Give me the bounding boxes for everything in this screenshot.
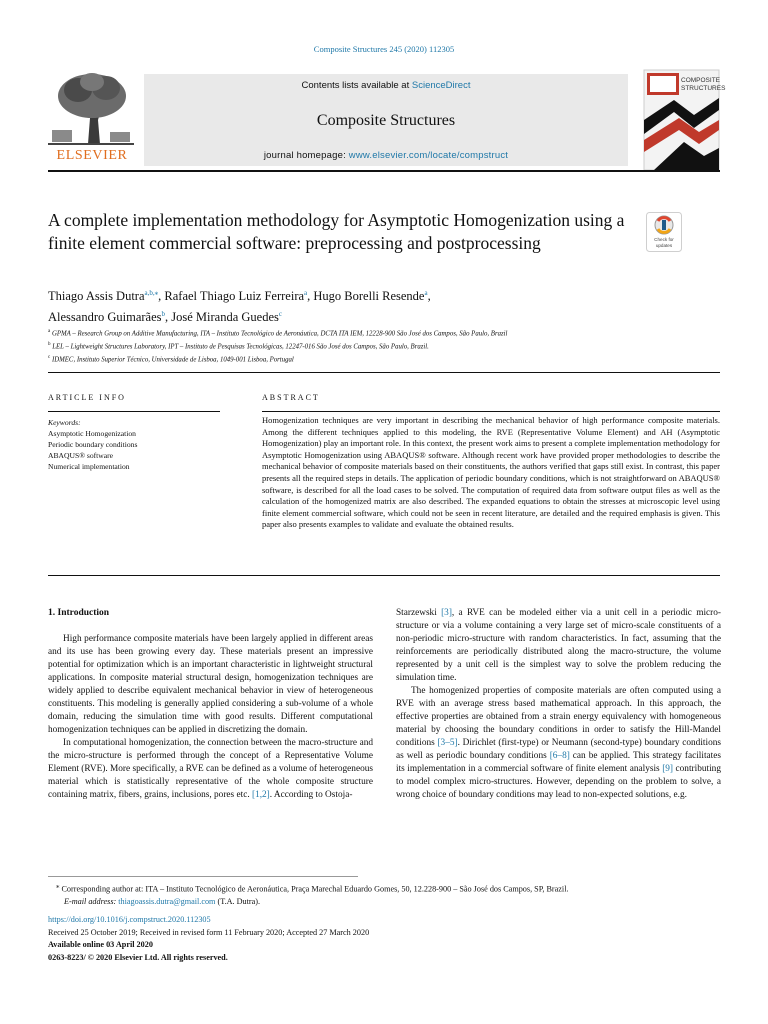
- paragraph-text: The homogenized properties of composite materials are often computed using a RVE with an average stress based mathematical approach. In this approach, the effective properties are obtained from a strain energy equivalency with homogeneous material by choosing the boundary conditions in order to satisfy the Hill-Mandel conditions: [396, 686, 721, 748]
- author-name[interactable]: José Miranda Guedes: [171, 310, 279, 325]
- check-for-updates-icon: [646, 212, 682, 252]
- article-title: A complete implementation methodology for Asymptotic Homogenization using a finite element commercial software: preprocessing and postprocessing: [48, 210, 625, 253]
- keyword-item: ABAQUS® software: [48, 451, 114, 460]
- available-online: Available online 03 April 2020: [48, 940, 153, 950]
- author-affiliation-mark[interactable]: a,b,⁎: [144, 289, 159, 297]
- paragraph: High performance composite materials have been largely applied in different areas and its use has been growing every day. These materials present an impressive potential for optimization which is an important characteristic in lightweight structural applications. In composite material structural design, homogenization techniques are widely applied to describe equivalent mechanical behavior in view of heterogeneous constituents. This modeling is generally applied considering a sub-volume of a whole domain, reducing the simulation time with good results. Different computational homogenization techniques can be applied in discretizing the domain.: [48, 634, 373, 735]
- author-name[interactable]: Hugo Borelli Resende: [313, 289, 425, 304]
- paragraph-text: . Dirichlet (first-type) or Neumann (second-type) boundary conditions as well as periodic boundary conditions: [396, 738, 721, 761]
- elsevier-logo: [48, 70, 134, 166]
- keywords-label: Keywords:: [48, 418, 81, 427]
- author-name[interactable]: Thiago Assis Dutra: [48, 289, 145, 304]
- affiliation-item: [48, 353, 728, 366]
- author-affiliation-mark[interactable]: a: [424, 289, 428, 297]
- affiliation-mark: b: [48, 341, 51, 347]
- affiliation-text: GPMA – Research Group on Additive Manufacturing, ITA – Instituto Tecnológico de Aeronáutica, DCTA ITA IEM, 12228-900 São José dos Campos, São Paulo, Brazil: [51, 330, 508, 338]
- author-separator: ,: [158, 289, 165, 304]
- elsevier-tree-icon: [48, 70, 134, 148]
- affiliation-mark: a: [48, 329, 51, 334]
- abstract-heading: ABSTRACT: [262, 393, 320, 402]
- affiliation-item: [48, 327, 728, 340]
- citation-link[interactable]: [6–8]: [549, 751, 570, 761]
- keyword-item: Asymptotic Homogenization: [48, 429, 136, 438]
- article-info-heading: ARTICLE INFO: [48, 393, 126, 402]
- journal-homepage-line: [144, 150, 628, 161]
- abstract-rule: [262, 411, 720, 412]
- citation-link[interactable]: [3]: [441, 608, 452, 618]
- paragraph: [396, 685, 721, 802]
- citation-link[interactable]: [3–5]: [437, 738, 458, 748]
- author-affiliation-mark[interactable]: c: [278, 310, 282, 319]
- article-footer: [48, 914, 720, 964]
- sciencedirect-link[interactable]: ScienceDirect: [411, 80, 471, 91]
- affiliations: [48, 327, 728, 365]
- keywords-block: [48, 417, 220, 472]
- cover-title-line1: COMPOSITE: [681, 77, 721, 84]
- cover-title-line2: STRUCTURES: [681, 85, 726, 92]
- journal-citation[interactable]: Composite Structures 245 (2020) 112305: [313, 44, 455, 54]
- footnote-mark: ⁎: [56, 883, 60, 890]
- paragraph: [48, 737, 373, 802]
- homepage-link[interactable]: www.elsevier.com/locate/compstruct: [348, 150, 509, 161]
- header-rule: [48, 170, 720, 172]
- section-rule: [48, 372, 720, 373]
- publisher-wordmark: ELSEVIER: [56, 148, 128, 163]
- cover-image: [644, 70, 726, 170]
- history-dates: Received 25 October 2019; Received in revised form 11 February 2020; Accepted 27 March 2020: [48, 927, 370, 937]
- paragraph-text: can be applied. This strategy facilitates its implementation in a commercial software of finite element analysis: [396, 751, 721, 774]
- email-suffix: (T.A. Dutra).: [215, 896, 261, 906]
- journal-cover-thumbnail[interactable]: [644, 70, 726, 170]
- citation-link[interactable]: [9]: [662, 764, 674, 774]
- paragraph-text: Starzewski: [396, 608, 442, 618]
- paragraph-text: contributing to model complex micro-structures. However, depending on the problem to solve, a wrong choice of boundary conditions may lead to non-expected solutions, e.g.: [396, 764, 721, 800]
- body-column-right: [396, 607, 721, 802]
- homepage-prefix: journal homepage:: [263, 150, 349, 161]
- affiliation-text: IDMEC, Instituto Superior Técnico, Universidade de Lisboa, 1049-001 Lisboa, Portugal: [51, 355, 294, 363]
- author-list: [48, 284, 638, 326]
- check-updates-text-1: Check for: [654, 237, 674, 242]
- paragraph-text: , a RVE can be modeled either via a unit cell in a periodic micro-structure or via a volume containing a very large set of micro-scale constituents of a non-periodic micro-structure with random characteristics. In fact, assuming that the reinforcements are periodically distributed along the macro-structure, the volume represented by a unit cell is the simplest way to solve the problem reducing the simulation time.: [396, 608, 721, 683]
- paragraph-text: . According to Ostoja-: [269, 790, 353, 800]
- email-label: E-mail address:: [64, 896, 117, 906]
- affiliation-mark: c: [48, 354, 51, 360]
- introduction-heading: 1. Introduction: [48, 608, 110, 618]
- article-info-rule: [48, 411, 220, 412]
- author-separator: ,: [165, 310, 172, 325]
- paragraph: [396, 607, 721, 685]
- email-link[interactable]: thiagoassis.dutra@gmail.com: [118, 896, 216, 906]
- author-separator: ,: [307, 289, 314, 304]
- abstract-text: Homogenization techniques are very important in describing the mechanical behavior of high performance composite materials. Among the different techniques applied to this modeling, the RVE (Representative Volume Element) and AH (Asymptotic Homogenization) play an important role. In this context, the present work aims to present a complete implementation methodology for Asymptotic Homogenization using ABAQUS® software. Although recent work have provided proper methodologies to describe the mechanical behavior of composite materials based on their constituents, the authors verified that gaps still exist. In contrast, this paper presents all the required steps in details. The application of periodic boundary conditions, which is not straightforward on ABAQUS® software, is described for all the load cases to be solved. The computation of required data from software output files as well as the calculation of the homogenized matrix are also described. The expanded equations to obtain the stresses at microscopic level using finite element commercial software, which could not be seen in recent literature, are detailed and the required emphasis is given. This paper also presents examples to validate and evaluate the obtained results.: [262, 415, 720, 530]
- email-line: [56, 896, 720, 908]
- author-name[interactable]: Alessandro Guimarães: [48, 310, 162, 325]
- journal-banner: [144, 74, 628, 166]
- footnote-rule: [48, 876, 358, 877]
- check-updates-text-2: updates: [655, 243, 673, 248]
- abstract-bottom-rule: [48, 575, 720, 576]
- citation-link[interactable]: [1,2]: [251, 790, 270, 800]
- author-affiliation-mark[interactable]: a: [304, 289, 308, 297]
- copyright-line: 0263-8223/ © 2020 Elsevier Ltd. All rights reserved.: [48, 952, 228, 962]
- author-name[interactable]: Rafael Thiago Luiz Ferreira: [164, 289, 305, 304]
- contents-line: [144, 80, 628, 91]
- paragraph-text: In computational homogenization, the connection between the macro-structure and the micro-structure is performed through the concept of a Representative Volume Element (RVE). More specifically, a RVE can be defined as a volume of heterogeneous material which is statistically representative of the whole composite structure containing matrix, fibers, grains, inclusions, pores etc.: [48, 738, 373, 800]
- body-column-left: [48, 633, 373, 802]
- keyword-item: Numerical implementation: [48, 462, 130, 471]
- check-for-updates-badge[interactable]: [646, 212, 682, 252]
- contents-prefix: Contents lists available at: [301, 80, 412, 91]
- footnote-text: Corresponding author at: ITA – Instituto Tecnológico de Aeronáutica, Praça Marechal Eduardo Gomes, 50, 12.228-900 – São José dos Campos, SP, Brazil.: [61, 884, 569, 894]
- affiliation-text: LEL – Lightweight Structures Laboratory, IPT – Instituto de Pesquisas Tecnológicas, 12247-016 São José dos Campos, São Paulo, Brazil.: [52, 343, 429, 351]
- author-affiliation-mark[interactable]: b: [161, 310, 166, 319]
- corresponding-author-footnote: [56, 881, 720, 908]
- doi-link[interactable]: https://doi.org/10.1016/j.compstruct.2020.112305: [48, 915, 211, 924]
- journal-masthead: [48, 70, 628, 166]
- footnote-line: [56, 881, 720, 896]
- author-separator: ,: [427, 289, 431, 304]
- affiliation-item: [48, 340, 728, 353]
- journal-title: Composite Structures: [316, 112, 456, 129]
- keyword-item: Periodic boundary conditions: [48, 440, 138, 449]
